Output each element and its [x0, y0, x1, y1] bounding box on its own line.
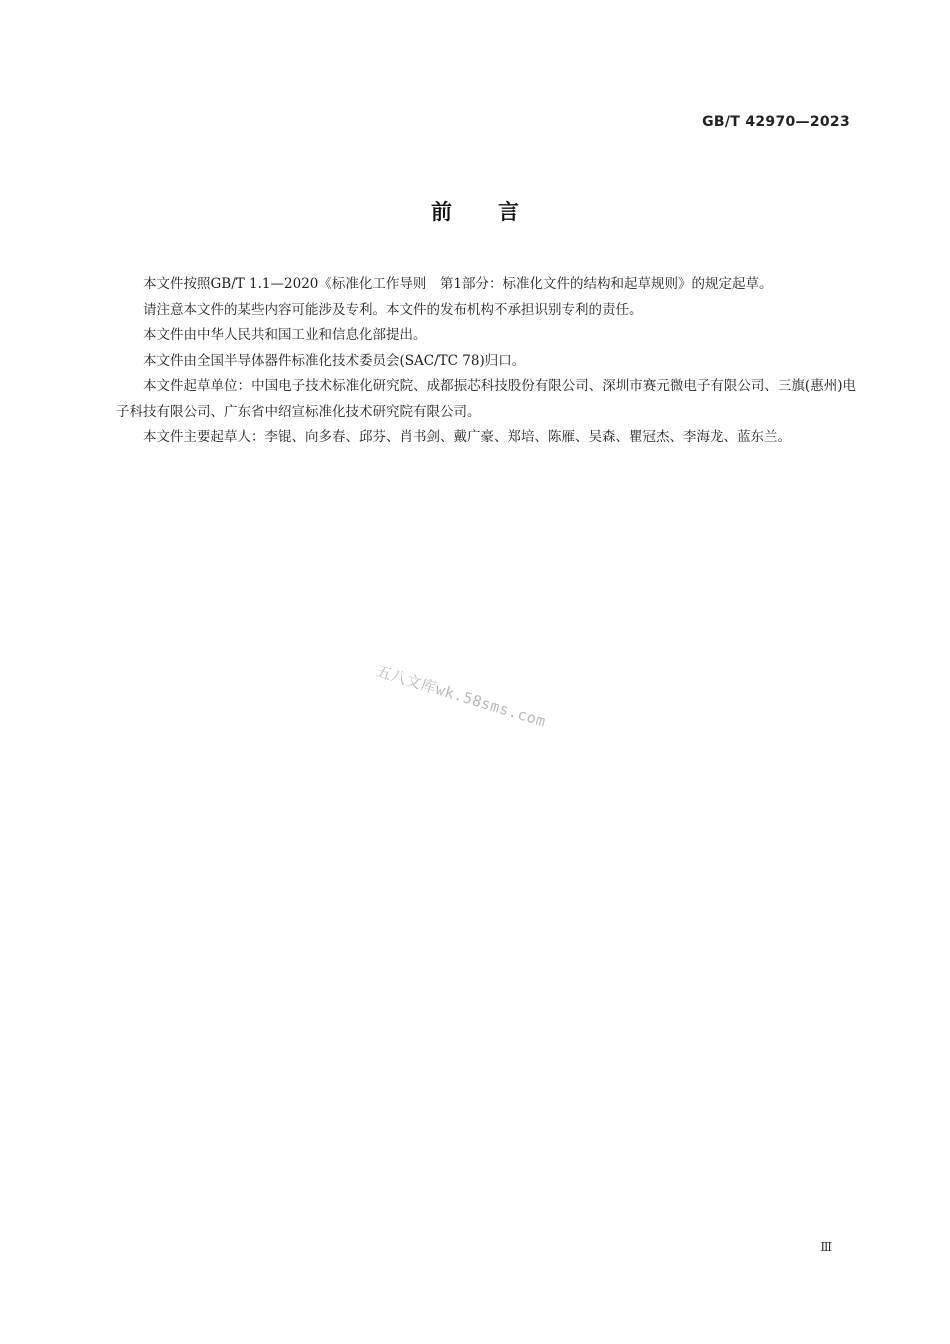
paragraph-technical-committee: 本文件由全国半导体器件标准化技术委员会(SAC/TC 78)归口。	[143, 352, 526, 369]
paragraph-proposer: 本文件由中华人民共和国工业和信息化部提出。	[143, 327, 427, 343]
watermark: 五八文库wk.58sms.com	[374, 661, 549, 731]
paragraph-drafting-rules: 本文件按照GB/T 1.1—2020《标准化工作导则 第1部分：标准化文件的结构和起草规则》的规定起草。	[143, 276, 773, 292]
paragraph-patent-notice: 请注意本文件的某些内容可能涉及专利。本文件的发布机构不承担识别专利的责任。	[143, 301, 643, 318]
standard-code: GB/T 42970—2023	[702, 114, 850, 130]
paragraph-drafting-organizations: 本文件起草单位：中国电子技术标准化研究院、成都振芯科技股份有限公司、深圳市赛元微电子有限公司、三旗(惠州)电子科技有限公司、广东省中绍宣标准化技术研究院有限公司。	[116, 378, 856, 420]
page-number: Ⅲ	[820, 1240, 832, 1254]
page-title: 前言	[431, 200, 565, 224]
paragraph-main-drafters: 本文件主要起草人：李锟、向多春、邱芬、肖书剑、戴广豪、郑培、陈雁、吴森、瞿冠杰、李海龙、蓝东兰。	[143, 429, 791, 445]
foreword-body	[116, 272, 856, 451]
